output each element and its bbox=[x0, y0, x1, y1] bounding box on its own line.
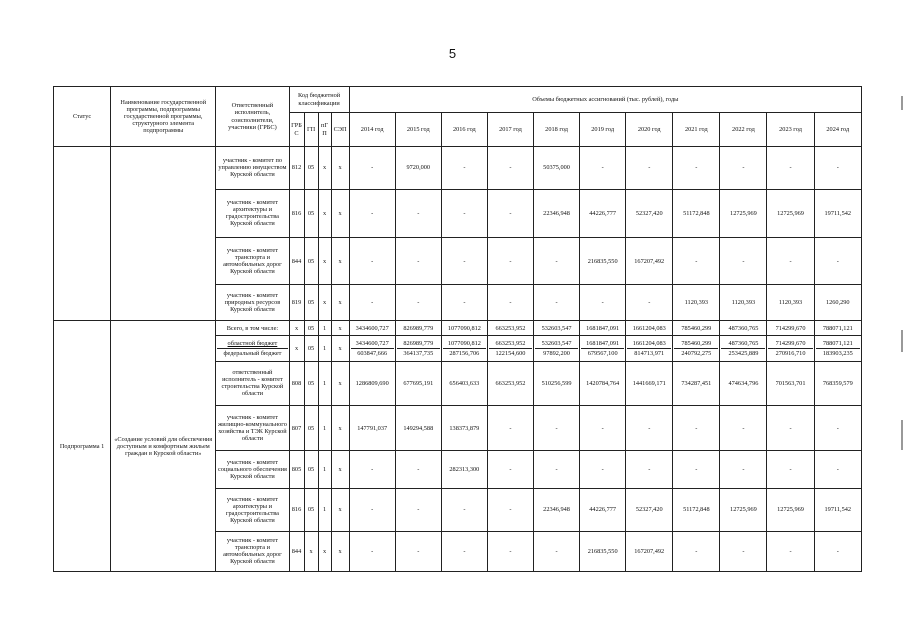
grbs-cell: 844 bbox=[289, 531, 304, 571]
gp-cell: 05 bbox=[304, 147, 318, 190]
gp-cell: 05 bbox=[304, 321, 318, 336]
header-year: 2014 год bbox=[349, 113, 395, 147]
value-cell-split bbox=[673, 336, 720, 362]
value-cell: - bbox=[395, 531, 441, 571]
gp-cell: 05 bbox=[304, 189, 318, 238]
federal-value: 364137,735 bbox=[403, 349, 434, 357]
gp-cell: 05 bbox=[304, 238, 318, 285]
regional-value: 663253,952 bbox=[489, 339, 532, 349]
value-cell: - bbox=[487, 450, 533, 488]
value-cell: - bbox=[720, 147, 767, 190]
value-cell: 1286809,690 bbox=[349, 361, 395, 406]
pgp-cell: x bbox=[318, 147, 331, 190]
value-cell: - bbox=[673, 147, 720, 190]
sep-cell: x bbox=[331, 147, 349, 190]
value-cell: - bbox=[767, 450, 814, 488]
pgp-cell: 1 bbox=[318, 361, 331, 406]
value-cell: - bbox=[626, 285, 673, 321]
pgp-cell: x bbox=[318, 531, 331, 571]
value-cell: - bbox=[534, 531, 580, 571]
sep-cell: x bbox=[331, 321, 349, 336]
value-cell: - bbox=[395, 285, 441, 321]
value-cell-split bbox=[720, 336, 767, 362]
value-cell: - bbox=[720, 450, 767, 488]
value-cell: - bbox=[349, 285, 395, 321]
value-cell: - bbox=[349, 147, 395, 190]
sep-cell: x bbox=[331, 189, 349, 238]
executor-cell: участник - комитет социального обеспечения Курской области bbox=[216, 450, 289, 488]
pgp-cell: 1 bbox=[318, 489, 331, 532]
value-cell: 19711,542 bbox=[814, 189, 861, 238]
value-cell: - bbox=[673, 406, 720, 451]
value-cell: - bbox=[349, 450, 395, 488]
value-cell: - bbox=[580, 406, 626, 451]
value-cell: 1120,393 bbox=[767, 285, 814, 321]
gp-cell: 05 bbox=[304, 406, 318, 451]
value-cell-split bbox=[349, 336, 395, 362]
value-cell: 44226,777 bbox=[580, 489, 626, 532]
pgp-cell: x bbox=[318, 238, 331, 285]
header-year: 2022 год bbox=[720, 113, 767, 147]
value-cell-split bbox=[814, 336, 861, 362]
value-cell: 147791,037 bbox=[349, 406, 395, 451]
value-cell: - bbox=[349, 531, 395, 571]
sep-cell: x bbox=[331, 489, 349, 532]
header-executor: Ответственный исполнитель, соисполнители, участники (ГРБС) bbox=[216, 87, 289, 147]
sep-cell: x bbox=[331, 406, 349, 451]
value-cell: - bbox=[395, 238, 441, 285]
grbs-cell: x bbox=[289, 336, 304, 362]
value-cell: - bbox=[441, 147, 487, 190]
value-cell: 656403,633 bbox=[441, 361, 487, 406]
sep-cell: x bbox=[331, 531, 349, 571]
value-cell: - bbox=[487, 238, 533, 285]
executor-cell: участник - комитет архитектуры и градостроительства Курской области bbox=[216, 189, 289, 238]
value-cell: - bbox=[720, 531, 767, 571]
scan-edge-mark bbox=[901, 96, 903, 110]
regional-value: 714299,670 bbox=[768, 339, 812, 349]
value-cell: - bbox=[534, 406, 580, 451]
value-cell: 138373,879 bbox=[441, 406, 487, 451]
value-cell: - bbox=[534, 450, 580, 488]
value-cell: 734287,451 bbox=[673, 361, 720, 406]
sep-cell: x bbox=[331, 336, 349, 362]
value-cell: 22346,948 bbox=[534, 489, 580, 532]
gp-cell: 05 bbox=[304, 361, 318, 406]
value-cell: - bbox=[487, 147, 533, 190]
budget-table bbox=[53, 86, 862, 572]
value-cell: 44226,777 bbox=[580, 189, 626, 238]
value-cell-split bbox=[767, 336, 814, 362]
pgp-cell: 1 bbox=[318, 406, 331, 451]
value-cell: 1661204,083 bbox=[626, 321, 673, 336]
value-cell-split bbox=[441, 336, 487, 362]
regional-value: 1077090,812 bbox=[443, 339, 486, 349]
value-cell: - bbox=[441, 285, 487, 321]
subprogram-name-cell: «Создание условий для обеспечения доступным и комфортным жильем граждан в Курской области» bbox=[111, 321, 216, 572]
executor-cell: участник - комитет природных ресурсов Курской области bbox=[216, 285, 289, 321]
value-cell: 1441669,171 bbox=[626, 361, 673, 406]
table-row bbox=[54, 147, 862, 190]
federal-value: 679567,100 bbox=[587, 349, 618, 357]
value-cell: 487360,765 bbox=[720, 321, 767, 336]
regional-value: 487360,765 bbox=[721, 339, 765, 349]
value-cell: 9720,000 bbox=[395, 147, 441, 190]
status-cell-empty bbox=[54, 147, 111, 321]
header-gp: ГП bbox=[304, 113, 318, 147]
value-cell: - bbox=[441, 189, 487, 238]
header-year: 2017 год bbox=[487, 113, 533, 147]
value-cell: 12725,969 bbox=[720, 489, 767, 532]
value-cell: - bbox=[767, 147, 814, 190]
gp-cell: 05 bbox=[304, 450, 318, 488]
sep-cell: x bbox=[331, 238, 349, 285]
gp-cell: 05 bbox=[304, 489, 318, 532]
value-cell: 1077090,812 bbox=[441, 321, 487, 336]
value-cell: - bbox=[534, 285, 580, 321]
value-cell: 216835,550 bbox=[580, 238, 626, 285]
federal-budget-label: федеральный бюджет bbox=[223, 349, 282, 357]
value-cell: - bbox=[814, 531, 861, 571]
executor-cell: участник - комитет транспорта и автомобильных дорог Курской области bbox=[216, 238, 289, 285]
grbs-cell: 808 bbox=[289, 361, 304, 406]
value-cell: - bbox=[580, 285, 626, 321]
value-cell: 663253,952 bbox=[487, 321, 533, 336]
page-number: 5 bbox=[448, 46, 457, 61]
gp-cell: x bbox=[304, 531, 318, 571]
value-cell: - bbox=[580, 450, 626, 488]
value-cell: 701563,701 bbox=[767, 361, 814, 406]
value-cell: 167207,492 bbox=[626, 531, 673, 571]
regional-value: 1661204,083 bbox=[627, 339, 671, 349]
value-cell: 167207,492 bbox=[626, 238, 673, 285]
executor-cell-split bbox=[216, 336, 289, 362]
value-cell: - bbox=[673, 531, 720, 571]
sep-cell: x bbox=[331, 285, 349, 321]
value-cell: 1120,393 bbox=[720, 285, 767, 321]
regional-value: 3434600,727 bbox=[351, 339, 394, 349]
value-cell: 1420784,764 bbox=[580, 361, 626, 406]
header-year: 2024 год bbox=[814, 113, 861, 147]
federal-value: 287156,706 bbox=[449, 349, 480, 357]
value-cell: 12725,969 bbox=[767, 189, 814, 238]
sep-cell: x bbox=[331, 450, 349, 488]
value-cell: 1681847,091 bbox=[580, 321, 626, 336]
header-year: 2020 год bbox=[626, 113, 673, 147]
value-cell: - bbox=[441, 489, 487, 532]
regional-value: 788071,121 bbox=[816, 339, 860, 349]
value-cell: 677695,191 bbox=[395, 361, 441, 406]
value-cell: 12725,969 bbox=[767, 489, 814, 532]
executor-cell: Всего, в том числе: bbox=[216, 321, 289, 336]
value-cell: - bbox=[720, 238, 767, 285]
value-cell: 1120,393 bbox=[673, 285, 720, 321]
value-cell: - bbox=[626, 147, 673, 190]
value-cell-split bbox=[580, 336, 626, 362]
value-cell: 768359,579 bbox=[814, 361, 861, 406]
value-cell-split bbox=[487, 336, 533, 362]
federal-value: 240792,275 bbox=[681, 349, 712, 357]
header-year: 2019 год bbox=[580, 113, 626, 147]
value-cell: 51172,848 bbox=[673, 489, 720, 532]
sep-cell: x bbox=[331, 361, 349, 406]
header-budget-code: Код бюджетной классификации bbox=[289, 87, 349, 113]
value-cell: 51172,848 bbox=[673, 189, 720, 238]
status-cell: Подпрограмма 1 bbox=[54, 321, 111, 572]
executor-cell: участник - комитет архитектуры и градостроительства Курской области bbox=[216, 489, 289, 532]
header-sep: СЭП bbox=[331, 113, 349, 147]
value-cell: - bbox=[767, 531, 814, 571]
value-cell: - bbox=[580, 147, 626, 190]
value-cell: 19711,542 bbox=[814, 489, 861, 532]
value-cell: 714299,670 bbox=[767, 321, 814, 336]
value-cell: - bbox=[395, 189, 441, 238]
value-cell: - bbox=[673, 450, 720, 488]
value-cell: 52327,420 bbox=[626, 189, 673, 238]
federal-value: 814713,971 bbox=[634, 349, 665, 357]
value-cell-split bbox=[534, 336, 580, 362]
regional-value: 785460,299 bbox=[674, 339, 718, 349]
value-cell: - bbox=[487, 285, 533, 321]
federal-value: 603847,666 bbox=[357, 349, 388, 357]
value-cell: 826989,779 bbox=[395, 321, 441, 336]
federal-value: 253425,889 bbox=[728, 349, 759, 357]
grbs-cell: x bbox=[289, 321, 304, 336]
value-cell: 50375,000 bbox=[534, 147, 580, 190]
name-cell-empty bbox=[111, 147, 216, 321]
executor-cell: участник - комитет по управлению имуществом Курской области bbox=[216, 147, 289, 190]
executor-cell: участник - комитет жилищно-коммунального хозяйства и ТЭК Курской области bbox=[216, 406, 289, 451]
value-cell: 282313,300 bbox=[441, 450, 487, 488]
scan-edge-mark bbox=[901, 420, 903, 450]
header-volumes: Объемы бюджетных ассигнований (тыс. рублей), годы bbox=[349, 87, 861, 113]
grbs-cell: 816 bbox=[289, 189, 304, 238]
value-cell: - bbox=[626, 450, 673, 488]
value-cell: - bbox=[673, 238, 720, 285]
value-cell: 22346,948 bbox=[534, 189, 580, 238]
value-cell: - bbox=[441, 531, 487, 571]
value-cell: 12725,969 bbox=[720, 189, 767, 238]
value-cell: 3434600,727 bbox=[349, 321, 395, 336]
value-cell: 52327,420 bbox=[626, 489, 673, 532]
header-pgp: пГП bbox=[318, 113, 331, 147]
value-cell: 216835,550 bbox=[580, 531, 626, 571]
gp-cell: 05 bbox=[304, 336, 318, 362]
federal-value: 122154,600 bbox=[495, 349, 526, 357]
pgp-cell: 1 bbox=[318, 336, 331, 362]
value-cell: 663253,952 bbox=[487, 361, 533, 406]
executor-cell: участник - комитет транспорта и автомобильных дорог Курской области bbox=[216, 531, 289, 571]
value-cell: - bbox=[487, 489, 533, 532]
grbs-cell: 812 bbox=[289, 147, 304, 190]
federal-value: 270916,710 bbox=[775, 349, 806, 357]
value-cell: 474634,796 bbox=[720, 361, 767, 406]
header-year: 2023 год bbox=[767, 113, 814, 147]
value-cell: - bbox=[349, 489, 395, 532]
federal-value: 183903,235 bbox=[822, 349, 853, 357]
value-cell: - bbox=[441, 238, 487, 285]
regional-value: 826989,779 bbox=[397, 339, 440, 349]
grbs-cell: 816 bbox=[289, 489, 304, 532]
value-cell: 532603,547 bbox=[534, 321, 580, 336]
value-cell: - bbox=[814, 406, 861, 451]
header-grbs: ГРБС bbox=[289, 113, 304, 147]
gp-cell: 05 bbox=[304, 285, 318, 321]
value-cell: 788071,121 bbox=[814, 321, 861, 336]
value-cell: 510256,599 bbox=[534, 361, 580, 406]
grbs-cell: 807 bbox=[289, 406, 304, 451]
value-cell: - bbox=[534, 238, 580, 285]
value-cell: 785460,299 bbox=[673, 321, 720, 336]
value-cell: - bbox=[814, 450, 861, 488]
regional-budget-label: областной бюджет bbox=[217, 339, 287, 349]
value-cell: - bbox=[720, 406, 767, 451]
value-cell: - bbox=[814, 238, 861, 285]
value-cell: - bbox=[814, 147, 861, 190]
header-status: Статус bbox=[54, 87, 111, 147]
pgp-cell: x bbox=[318, 189, 331, 238]
header-name: Наименование государственной программы, подпрограммы государственной программы, структурного элемента подпрограммы bbox=[111, 87, 216, 147]
header-year: 2015 год bbox=[395, 113, 441, 147]
pgp-cell: x bbox=[318, 285, 331, 321]
executor-cell: ответственный исполнитель - комитет строительства Курской области bbox=[216, 361, 289, 406]
value-cell-split bbox=[395, 336, 441, 362]
value-cell: 149294,588 bbox=[395, 406, 441, 451]
grbs-cell: 805 bbox=[289, 450, 304, 488]
value-cell: - bbox=[349, 189, 395, 238]
table-row-total bbox=[54, 321, 862, 336]
value-cell: - bbox=[767, 406, 814, 451]
value-cell-split bbox=[626, 336, 673, 362]
value-cell: - bbox=[626, 406, 673, 451]
value-cell: - bbox=[487, 406, 533, 451]
header-year: 2018 год bbox=[534, 113, 580, 147]
header-year: 2016 год bbox=[441, 113, 487, 147]
pgp-cell: 1 bbox=[318, 450, 331, 488]
grbs-cell: 819 bbox=[289, 285, 304, 321]
value-cell: 1260,290 bbox=[814, 285, 861, 321]
value-cell: - bbox=[767, 238, 814, 285]
value-cell: - bbox=[395, 489, 441, 532]
federal-value: 97892,200 bbox=[543, 349, 570, 357]
value-cell: - bbox=[395, 450, 441, 488]
header-year: 2021 год bbox=[673, 113, 720, 147]
value-cell: - bbox=[487, 189, 533, 238]
regional-value: 532603,547 bbox=[535, 339, 578, 349]
scan-edge-mark bbox=[901, 330, 903, 352]
value-cell: - bbox=[349, 238, 395, 285]
value-cell: - bbox=[487, 531, 533, 571]
pgp-cell: 1 bbox=[318, 321, 331, 336]
grbs-cell: 844 bbox=[289, 238, 304, 285]
regional-value: 1681847,091 bbox=[581, 339, 624, 349]
